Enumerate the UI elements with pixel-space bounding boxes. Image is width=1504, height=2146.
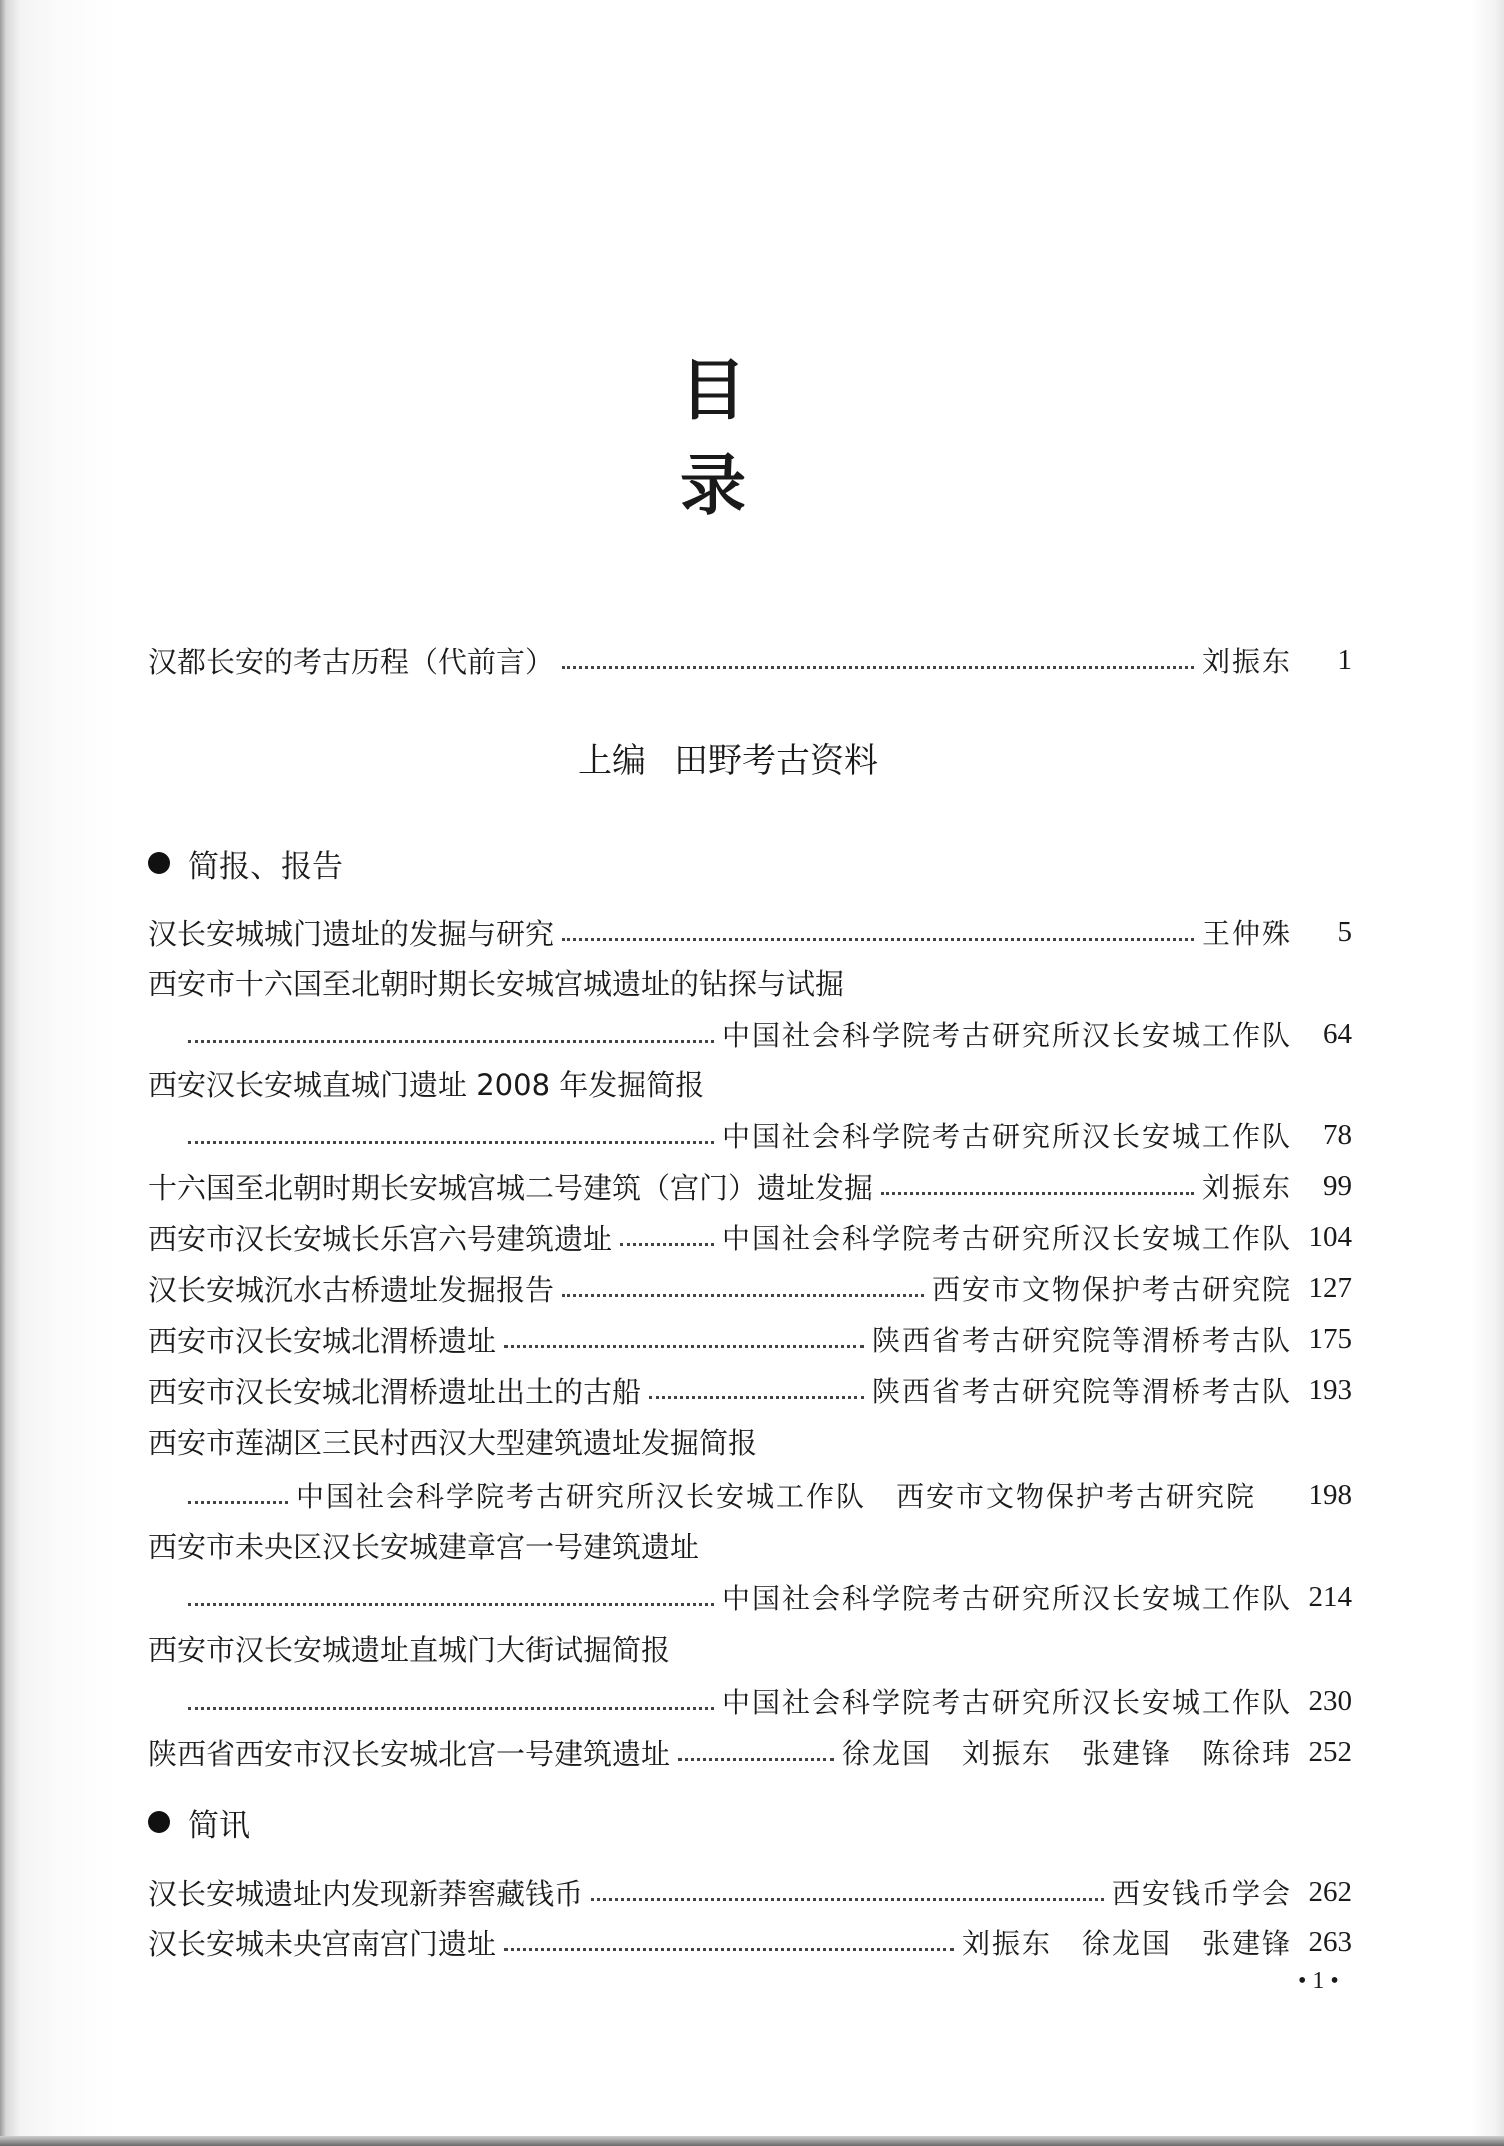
entry-title: 西安市十六国至北朝时期长安城宫城遗址的钻探与试掘 bbox=[148, 966, 845, 1001]
entry-page: 230 bbox=[1308, 1684, 1352, 1717]
toc-entry-author-line[interactable] bbox=[180, 1475, 1352, 1515]
leader-dots bbox=[649, 1394, 864, 1399]
entry-title: 陕西省西安市汉长安城北宫一号建筑遗址 bbox=[148, 1736, 671, 1771]
entry-title: 汉长安城城门遗址的发掘与研究 bbox=[148, 916, 555, 951]
leader-dots bbox=[188, 1601, 714, 1606]
toc-entry-title-line[interactable] bbox=[148, 962, 1352, 1002]
leader-dots bbox=[562, 664, 1194, 669]
leader-dots bbox=[188, 1038, 714, 1043]
leader-dots bbox=[504, 1343, 864, 1348]
section-heading-text: 简报、报告 bbox=[188, 848, 343, 885]
section-heading-reports bbox=[148, 842, 343, 884]
leader-dots bbox=[504, 1946, 954, 1951]
leader-dots bbox=[678, 1756, 834, 1761]
toc-entry-preface[interactable] bbox=[148, 640, 1352, 680]
entry-author: 中国社会科学院考古研究所汉长安城工作队 bbox=[721, 1120, 1292, 1153]
entry-author: 王仲殊 bbox=[1201, 917, 1292, 950]
toc-entry[interactable] bbox=[148, 1166, 1352, 1206]
leader-dots bbox=[620, 1241, 714, 1246]
bullet-icon bbox=[148, 852, 170, 874]
leader-dots bbox=[188, 1705, 714, 1710]
toc-entry-title-line[interactable] bbox=[148, 1525, 1352, 1565]
entry-title: 西安市莲湖区三民村西汉大型建筑遗址发掘简报 bbox=[148, 1425, 758, 1460]
toc-entry[interactable] bbox=[148, 1217, 1352, 1257]
leader-dots bbox=[591, 1896, 1104, 1901]
entry-page: 193 bbox=[1308, 1373, 1352, 1406]
page-number: • 1 • bbox=[1298, 1968, 1339, 1994]
entry-page: 5 bbox=[1337, 915, 1352, 948]
entry-author: 刘振东 徐龙国 张建锋 bbox=[961, 1927, 1292, 1960]
leader-dots bbox=[188, 1499, 288, 1504]
toc-entry-title-line[interactable] bbox=[148, 1628, 1352, 1668]
leader-dots bbox=[881, 1190, 1194, 1195]
part-label: 上编 bbox=[578, 740, 646, 781]
toc-entry-author-line[interactable] bbox=[180, 1115, 1352, 1155]
entry-page: 127 bbox=[1308, 1271, 1352, 1304]
entry-page: 64 bbox=[1323, 1017, 1352, 1050]
entry-title: 汉都长安的考古历程（代前言） bbox=[148, 644, 555, 679]
entry-page: 1 bbox=[1337, 643, 1352, 676]
toc-entry-author-line[interactable] bbox=[180, 1014, 1352, 1054]
entry-title: 汉长安城沉水古桥遗址发掘报告 bbox=[148, 1272, 555, 1307]
part-heading bbox=[578, 735, 878, 779]
entry-author: 陕西省考古研究院等渭桥考古队 bbox=[871, 1324, 1292, 1357]
entry-author: 中国社会科学院考古研究所汉长安城工作队 bbox=[721, 1582, 1292, 1615]
part-name: 田野考古资料 bbox=[674, 740, 878, 781]
entry-title: 西安市汉长安城北渭桥遗址出土的古船 bbox=[148, 1374, 642, 1409]
entry-author: 中国社会科学院考古研究所汉长安城工作队 西安市文物保护考古研究院 bbox=[296, 1480, 1257, 1513]
section-heading-text: 简讯 bbox=[188, 1807, 250, 1844]
leader-dots bbox=[562, 1292, 924, 1297]
section-heading-news bbox=[148, 1801, 250, 1843]
entry-page: 262 bbox=[1308, 1875, 1352, 1908]
toc-entry[interactable] bbox=[148, 1268, 1352, 1308]
entry-page: 99 bbox=[1323, 1169, 1352, 1202]
leader-dots bbox=[562, 936, 1194, 941]
toc-entry[interactable] bbox=[148, 1732, 1352, 1772]
toc-entry[interactable] bbox=[148, 1922, 1352, 1962]
entry-title: 西安市汉长安城北渭桥遗址 bbox=[148, 1323, 497, 1358]
toc-title bbox=[610, 392, 980, 472]
toc-entry[interactable] bbox=[148, 1319, 1352, 1359]
entry-page: 104 bbox=[1308, 1220, 1352, 1253]
toc-entry[interactable] bbox=[148, 1370, 1352, 1410]
entry-title: 汉长安城未央宫南宫门遗址 bbox=[148, 1926, 497, 1961]
entry-page: 175 bbox=[1308, 1322, 1352, 1355]
entry-title: 汉长安城遗址内发现新莽窖藏钱币 bbox=[148, 1876, 584, 1911]
entry-page: 263 bbox=[1308, 1925, 1352, 1958]
leader-dots bbox=[188, 1139, 714, 1144]
entry-title: 十六国至北朝时期长安城宫城二号建筑（宫门）遗址发掘 bbox=[148, 1170, 874, 1205]
entry-page: 198 bbox=[1308, 1478, 1352, 1511]
toc-entry[interactable] bbox=[148, 1872, 1352, 1912]
entry-title: 西安汉长安城直城门遗址 2008 年发掘简报 bbox=[148, 1067, 705, 1102]
entry-title: 西安市汉长安城遗址直城门大街试掘简报 bbox=[148, 1632, 671, 1667]
entry-author: 刘振东 bbox=[1201, 645, 1292, 678]
page-bottom-edge bbox=[0, 2136, 1504, 2146]
entry-author: 西安市文物保护考古研究院 bbox=[931, 1273, 1292, 1306]
entry-author: 徐龙国 刘振东 张建锋 陈徐玮 bbox=[841, 1737, 1292, 1770]
entry-page: 78 bbox=[1323, 1118, 1352, 1151]
toc-entry[interactable] bbox=[148, 912, 1352, 952]
entry-title: 西安市汉长安城长乐宫六号建筑遗址 bbox=[148, 1221, 613, 1256]
entry-page: 214 bbox=[1308, 1580, 1352, 1613]
entry-author: 中国社会科学院考古研究所汉长安城工作队 bbox=[721, 1019, 1292, 1052]
toc-entry-title-line[interactable] bbox=[148, 1063, 1352, 1103]
entry-title: 西安市未央区汉长安城建章宫一号建筑遗址 bbox=[148, 1529, 700, 1564]
toc-entry-author-line[interactable] bbox=[180, 1681, 1352, 1721]
toc-entry-author-line[interactable] bbox=[180, 1577, 1352, 1617]
bullet-icon bbox=[148, 1811, 170, 1833]
entry-page: 252 bbox=[1308, 1735, 1352, 1768]
entry-author: 中国社会科学院考古研究所汉长安城工作队 bbox=[721, 1222, 1292, 1255]
entry-author: 刘振东 bbox=[1201, 1171, 1292, 1204]
toc-entry-title-line[interactable] bbox=[148, 1421, 1352, 1461]
entry-author: 中国社会科学院考古研究所汉长安城工作队 bbox=[721, 1686, 1292, 1719]
entry-author: 陕西省考古研究院等渭桥考古队 bbox=[871, 1375, 1292, 1408]
entry-author: 西安钱币学会 bbox=[1111, 1877, 1292, 1910]
